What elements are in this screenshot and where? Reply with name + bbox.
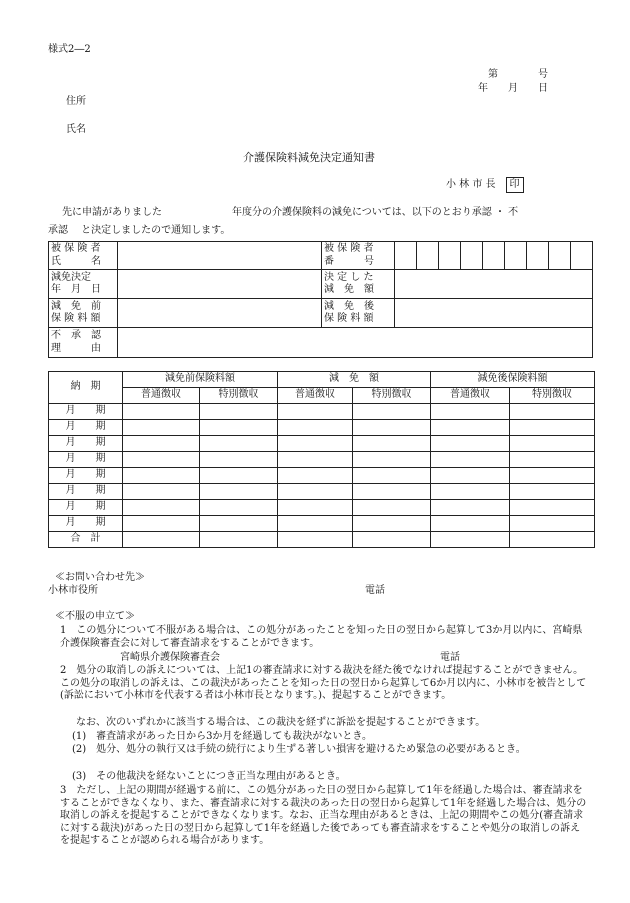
normal-collection-header: 普通徴収 [278, 388, 353, 404]
cell [200, 436, 278, 452]
cell [278, 516, 353, 532]
cell [510, 532, 595, 548]
cell [200, 468, 278, 484]
cell [278, 436, 353, 452]
period-label: 月 期 [49, 404, 123, 420]
date-label: 年 月 日 [478, 83, 548, 94]
cell [353, 468, 431, 484]
insured-number-box [527, 242, 549, 270]
period-table [48, 371, 595, 548]
after-premium-label: 減 免 後 保 険 料 額 [322, 299, 395, 328]
cell [200, 420, 278, 436]
objection-heading: ≪不服の申立て≫ [55, 611, 135, 622]
objection-paragraph-1: 1 この処分について不服がある場合は、この処分があったことを知った日の翌日から起算して3か月以内に、宮崎県介護保険審査会に対して審査請求をすることができます。 [60, 625, 583, 649]
issuer-name: 小 林 市 長 [446, 179, 496, 190]
document-title: 介護保険料減免決定通知書 [243, 151, 375, 164]
insured-number-box [505, 242, 527, 270]
cell [431, 436, 510, 452]
cell [510, 436, 595, 452]
cell [510, 404, 595, 420]
cell [200, 532, 278, 548]
period-label: 月 期 [49, 516, 123, 532]
cell [278, 484, 353, 500]
insured-number-box [461, 242, 483, 270]
cell [510, 452, 595, 468]
insured-number-box [483, 242, 505, 270]
decision-date-value [118, 270, 322, 299]
insured-number-box [439, 242, 461, 270]
period-label: 月 期 [49, 436, 123, 452]
cell [278, 404, 353, 420]
cell [278, 500, 353, 516]
cell [353, 420, 431, 436]
document-number-label: 第 号 [488, 69, 548, 80]
cell [353, 436, 431, 452]
cell [510, 420, 595, 436]
cell [123, 468, 200, 484]
cell [431, 484, 510, 500]
cell [200, 500, 278, 516]
special-collection-header: 特別徴収 [200, 388, 278, 404]
objection-item-2: (2) 処分、処分の執行又は手続の続行により生ずる著しい損害を避けるため緊急の必要があるとき。 [72, 744, 526, 755]
cell [353, 452, 431, 468]
cell [431, 404, 510, 420]
objection-item-1: (1) 審査請求があった日から3か月を経過しても裁決がないとき。 [72, 731, 373, 742]
before-premium-header: 減免前保険料額 [123, 372, 278, 388]
cell [123, 436, 200, 452]
cell [431, 516, 510, 532]
cell [200, 404, 278, 420]
cell [123, 452, 200, 468]
period-label: 月 期 [49, 484, 123, 500]
total-label: 合 計 [49, 532, 123, 548]
cell [510, 468, 595, 484]
period-label: 月 期 [49, 468, 123, 484]
objection-item-3: (3) その他裁決を経ないことにつき正当な理由があるとき。 [72, 771, 346, 782]
cell [123, 484, 200, 500]
insured-number-box [571, 242, 593, 270]
cell [353, 516, 431, 532]
contact-office: 小林市役所 [48, 585, 98, 596]
cell [200, 516, 278, 532]
address-label: 住所 [66, 96, 86, 107]
info-table [48, 241, 593, 358]
normal-collection-header: 普通徴収 [431, 388, 510, 404]
normal-collection-header: 普通徴収 [123, 388, 200, 404]
table-row [49, 420, 595, 436]
decision-date-label: 減免決定 年 月 日 [49, 270, 118, 299]
special-collection-header: 特別徴収 [353, 388, 431, 404]
cell [123, 404, 200, 420]
cell [200, 452, 278, 468]
insured-number-box [395, 242, 417, 270]
cell [431, 500, 510, 516]
insured-number-box [549, 242, 571, 270]
issuer [446, 177, 524, 193]
intro-line-1: 先に申請がありました 年度分の介護保険料の減免については、以下のとおり承認 ・ 不 [62, 207, 519, 218]
cell [123, 500, 200, 516]
cell [510, 484, 595, 500]
table-row [49, 468, 595, 484]
table-row [49, 452, 595, 468]
after-premium-value [395, 299, 593, 328]
insured-name-label: 被 保 険 者 氏 名 [49, 242, 118, 270]
total-row [49, 532, 595, 548]
before-premium-label: 減 免 前 保 険 料 額 [49, 299, 118, 328]
cell [431, 532, 510, 548]
insured-name-value [118, 242, 322, 270]
table-row [49, 516, 595, 532]
decided-amount-value [395, 270, 593, 299]
cell [353, 484, 431, 500]
table-row [49, 500, 595, 516]
period-label: 月 期 [49, 500, 123, 516]
before-premium-value [118, 299, 322, 328]
period-label: 月 期 [49, 420, 123, 436]
form-number: 様式2―2 [48, 44, 91, 55]
cell [200, 484, 278, 500]
decided-amount-label: 決 定 し た 減 免 額 [322, 270, 395, 299]
period-column-header: 納 期 [49, 372, 123, 404]
cell [353, 500, 431, 516]
table-row [49, 404, 595, 420]
cell [123, 516, 200, 532]
intro-line-2: 承認 と決定しましたので通知します。 [48, 225, 231, 236]
reduction-header: 減 免 額 [278, 372, 431, 388]
seal-mark: 印 [506, 177, 524, 193]
special-collection-header: 特別徴収 [510, 388, 595, 404]
table-row [49, 484, 595, 500]
review-council-phone-label: 電話 [440, 652, 460, 663]
objection-paragraph-2: 2 処分の取消しの訴えについては、上記1の審査請求に対する裁決を経た後でなければ提起することができません。この処分の取消しの訴えは、この裁決があったことを知った日の翌日から起算して6か月以内に、小林市を被告として(訴訟において小林市を代表する者は小林市長となります。)、提起することができます。 [60, 665, 587, 702]
cell [278, 532, 353, 548]
cell [510, 516, 595, 532]
cell [431, 468, 510, 484]
insured-number-box [417, 242, 439, 270]
review-council-name: 宮崎県介護保険審査会 [120, 652, 220, 663]
objection-paragraph-3: 3 ただし、上記の期間が経過する前に、この処分があった日の翌日から起算して1年を経過した場合は、審査請求をすることができなくなり、また、審査請求に対する裁決のあった日の翌日から起算して1年を経過した場合は、処分の取消しの訴えを提起することができなくなります。なお、正当な理由があるときは、上記の期間やこの処分(審査請求に対する裁決)があった日の翌日から起算して1年を経過した後であっても審査請求をすることや処分の取消しの訴えを提起することが認められる場合があります。 [60, 785, 587, 847]
table-row [49, 436, 595, 452]
cell [353, 404, 431, 420]
name-label: 氏名 [66, 124, 86, 135]
cell [123, 532, 200, 548]
reason-value [118, 328, 593, 358]
period-label: 月 期 [49, 452, 123, 468]
cell [278, 468, 353, 484]
cell [278, 420, 353, 436]
cell [510, 500, 595, 516]
contact-heading: ≪お問い合わせ先≫ [55, 572, 145, 583]
reason-label: 不 承 認 理 由 [49, 328, 118, 358]
cell [353, 532, 431, 548]
after-premium-header: 減免後保険料額 [431, 372, 595, 388]
cell [431, 420, 510, 436]
cell [123, 420, 200, 436]
cell [431, 452, 510, 468]
objection-paragraph-2b: なお、次のいずれかに該当する場合は、この裁決を経ずに訴訟を提起することができます。 [76, 717, 486, 728]
contact-phone-label: 電話 [365, 585, 385, 596]
insured-number-label: 被 保 険 者 番 号 [322, 242, 395, 270]
cell [278, 452, 353, 468]
